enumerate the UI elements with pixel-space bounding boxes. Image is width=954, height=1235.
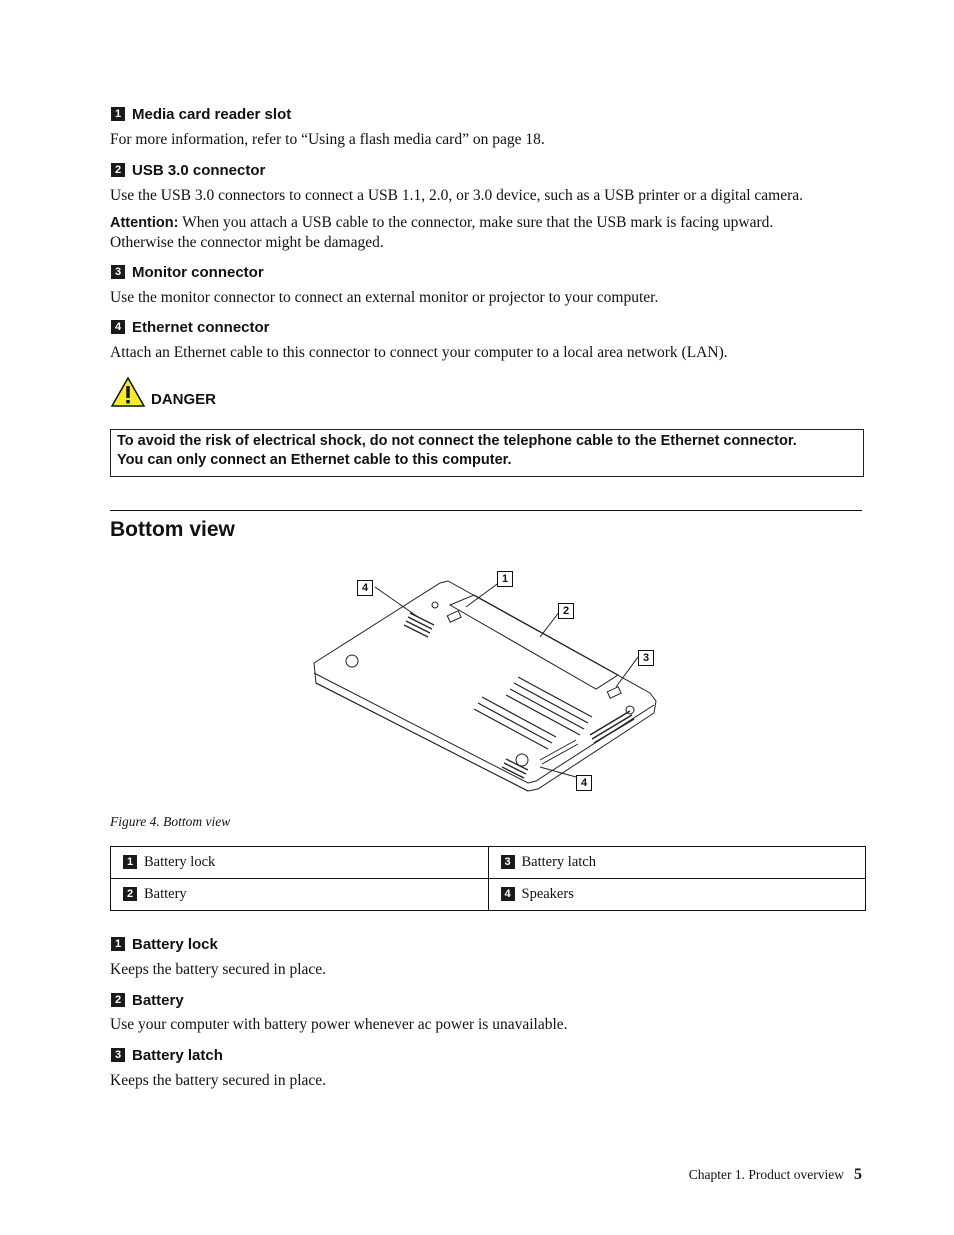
callout-battery-lock: 1 <box>497 571 513 587</box>
callout-number: 3 <box>111 265 125 279</box>
callout-speakers-top: 4 <box>357 580 373 596</box>
heading-media-card-reader: 1 Media card reader slot <box>111 106 291 123</box>
attention-text-2: Otherwise the connector might be damaged. <box>110 234 384 251</box>
heading-battery-latch: 3 Battery latch <box>111 1047 223 1064</box>
callout-battery: 2 <box>558 603 574 619</box>
callout-number: 1 <box>111 937 125 951</box>
paragraph-ethernet: Attach an Ethernet cable to this connector to connect your computer to a local area network (LAN). <box>110 344 728 361</box>
callout-battery-latch: 3 <box>638 650 654 666</box>
figure-caption: Figure 4. Bottom view <box>110 814 231 829</box>
danger-label: DANGER <box>151 391 217 408</box>
heading-battery: 2 Battery <box>111 992 184 1009</box>
table-row <box>111 879 866 911</box>
legend-table <box>110 846 866 911</box>
paragraph-battery-lock: Keeps the battery secured in place. <box>110 961 327 978</box>
paragraph-battery-latch: Keeps the battery secured in place. <box>110 1072 327 1089</box>
paragraph-media-card: For more information, refer to “Using a flash media card” on page 18. <box>110 131 545 148</box>
heading-battery-lock: 1 Battery lock <box>111 936 218 953</box>
page-footer <box>689 1166 862 1184</box>
attention-text: When you attach a USB cable to the connector, make sure that the USB mark is facing upward. <box>182 214 774 231</box>
danger-box <box>110 429 864 477</box>
callout-number: 2 <box>111 163 125 177</box>
callout-number: 3 <box>111 1048 125 1062</box>
page-number: 5 <box>854 1166 862 1183</box>
legend-cell: 2 Battery <box>111 879 489 911</box>
table-row <box>111 847 866 879</box>
danger-line-2: You can only connect an Ethernet cable to this computer. <box>117 452 512 468</box>
paragraph-monitor: Use the monitor connector to connect an external monitor or projector to your computer. <box>110 289 659 306</box>
callout-number: 2 <box>111 993 125 1007</box>
legend-cell: 3 Battery latch <box>488 847 866 879</box>
callout-speakers-bottom: 4 <box>576 775 592 791</box>
attention-note <box>110 213 870 253</box>
danger-warning-icon <box>110 376 146 413</box>
callout-number: 1 <box>111 107 125 121</box>
paragraph-battery: Use your computer with battery power whenever ac power is unavailable. <box>110 1016 568 1033</box>
callout-number: 4 <box>111 320 125 334</box>
heading-ethernet-connector: 4 Ethernet connector <box>111 319 270 336</box>
paragraph-usb: Use the USB 3.0 connectors to connect a USB 1.1, 2.0, or 3.0 device, such as a USB printer or a digital camera. <box>110 187 804 204</box>
attention-label: Attention: <box>110 215 179 231</box>
legend-cell: 1 Battery lock <box>111 847 489 879</box>
laptop-bottom-illustration <box>300 565 680 805</box>
danger-line-1: To avoid the risk of electrical shock, do not connect the telephone cable to the Ethernet connector. <box>117 433 797 449</box>
heading-usb-connector: 2 USB 3.0 connector <box>111 162 265 179</box>
heading-monitor-connector: 3 Monitor connector <box>111 264 264 281</box>
section-divider <box>110 510 862 511</box>
section-title-bottom-view: Bottom view <box>110 518 235 541</box>
chapter-title: Chapter 1. Product overview <box>688 1167 844 1182</box>
legend-cell: 4 Speakers <box>488 879 866 911</box>
